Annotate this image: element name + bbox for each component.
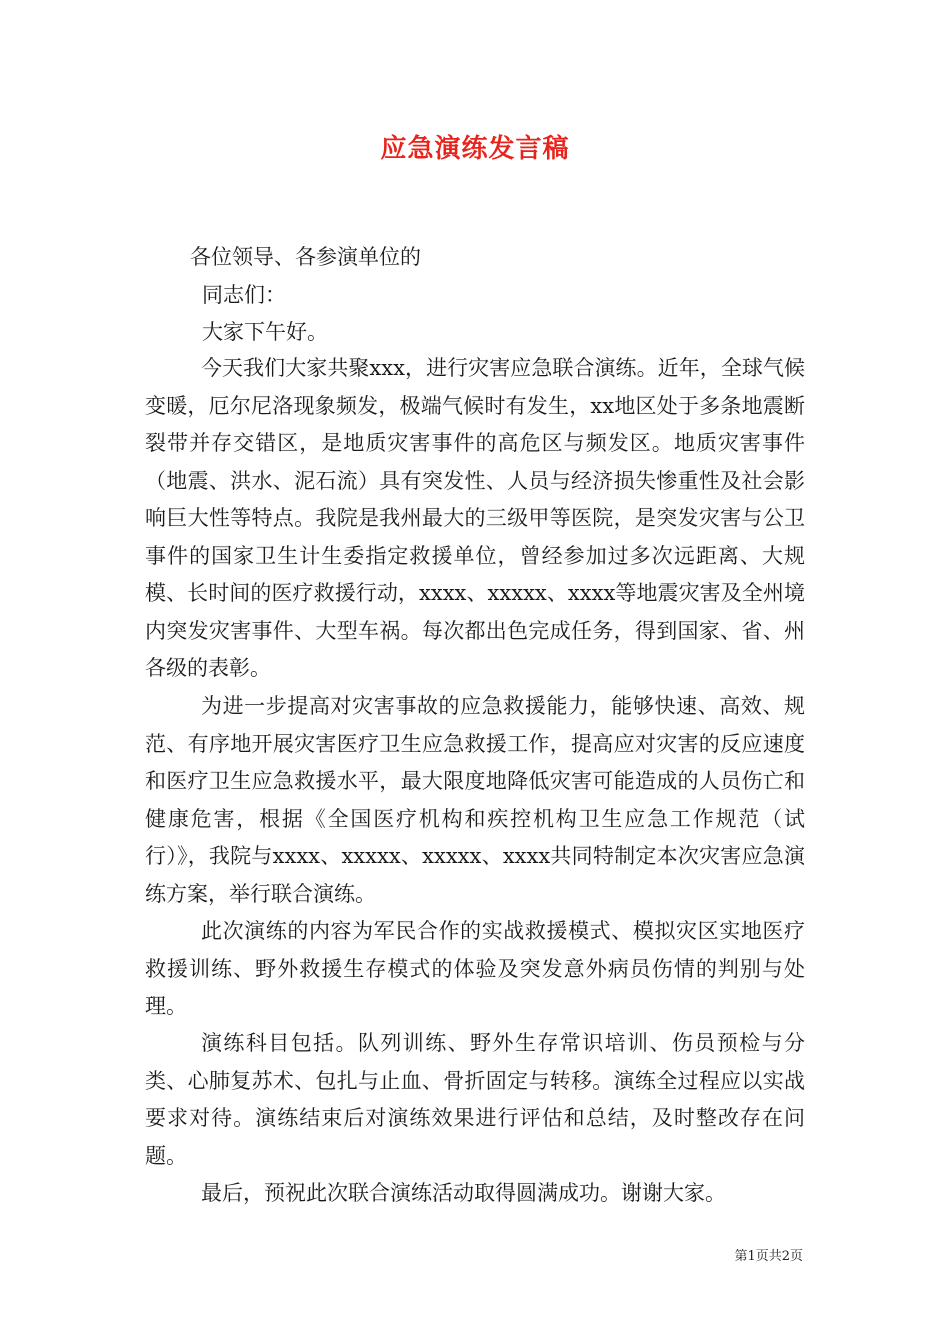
- greeting: 大家下午好。: [202, 320, 328, 344]
- paragraph-intro: 今天我们大家共聚xxx，进行灾害应急联合演练。近年，全球气候变暖，厄尔尼洛现象频发，极端气候时有发生，xx地区处于多条地震断裂带并存交错区，是地质灾害事件的高危区与频发区。地质灾害事件（地震、洪水、泥石流）具有突发性、人员与经济损失惨重性及社会影响巨大性等特点。我院是我州最大的三级甲等医院，是突发灾害与公卫事件的国家卫生计生委指定救援单位，曾经参加过多次远距离、大规模、长时间的医疗救援行动，xxxx、xxxxx、xxxx等地震灾害及全州境内突发灾害事件、大型车祸。每次都出色完成任务，得到国家、省、州各级的表彰。: [145, 356, 805, 680]
- salutation-line-1: 各位领导、各参演单位的: [190, 245, 421, 269]
- paragraph-purpose: 为进一步提高对灾害事故的应急救援能力，能够快速、高效、规范、有序地开展灾害医疗卫生应急救援工作，提高应对灾害的反应速度和医疗卫生应急救援水平，最大限度地降低灾害可能造成的人员伤亡和健康危害，根据《全国医疗机构和疾控机构卫生应急工作规范（试行）》，我院与xxxx、xxxxx、xxxxx、xxxx共同特制定本次灾害应急演练方案，举行联合演练。: [145, 694, 805, 906]
- paragraph-subjects: 演练科目包括。队列训练、野外生存常识培训、伤员预检与分类、心肺复苏术、包扎与止血、骨折固定与转移。演练全过程应以实战要求对待。演练结束后对演练效果进行评估和总结，及时整改存在问题。: [145, 1031, 805, 1168]
- document-title: 应急演练发言稿: [380, 134, 570, 164]
- paragraph-closing: 最后，预祝此次联合演练活动取得圆满成功。谢谢大家。: [201, 1181, 726, 1205]
- paragraph-content: 此次演练的内容为军民合作的实战救援模式、模拟灾区实地医疗救援训练、野外救援生存模式的体验及突发意外病员伤情的判别与处理。: [145, 919, 805, 1018]
- salutation-line-2: 同志们：: [202, 283, 286, 307]
- page-indicator: 第1页共2页: [734, 1249, 803, 1264]
